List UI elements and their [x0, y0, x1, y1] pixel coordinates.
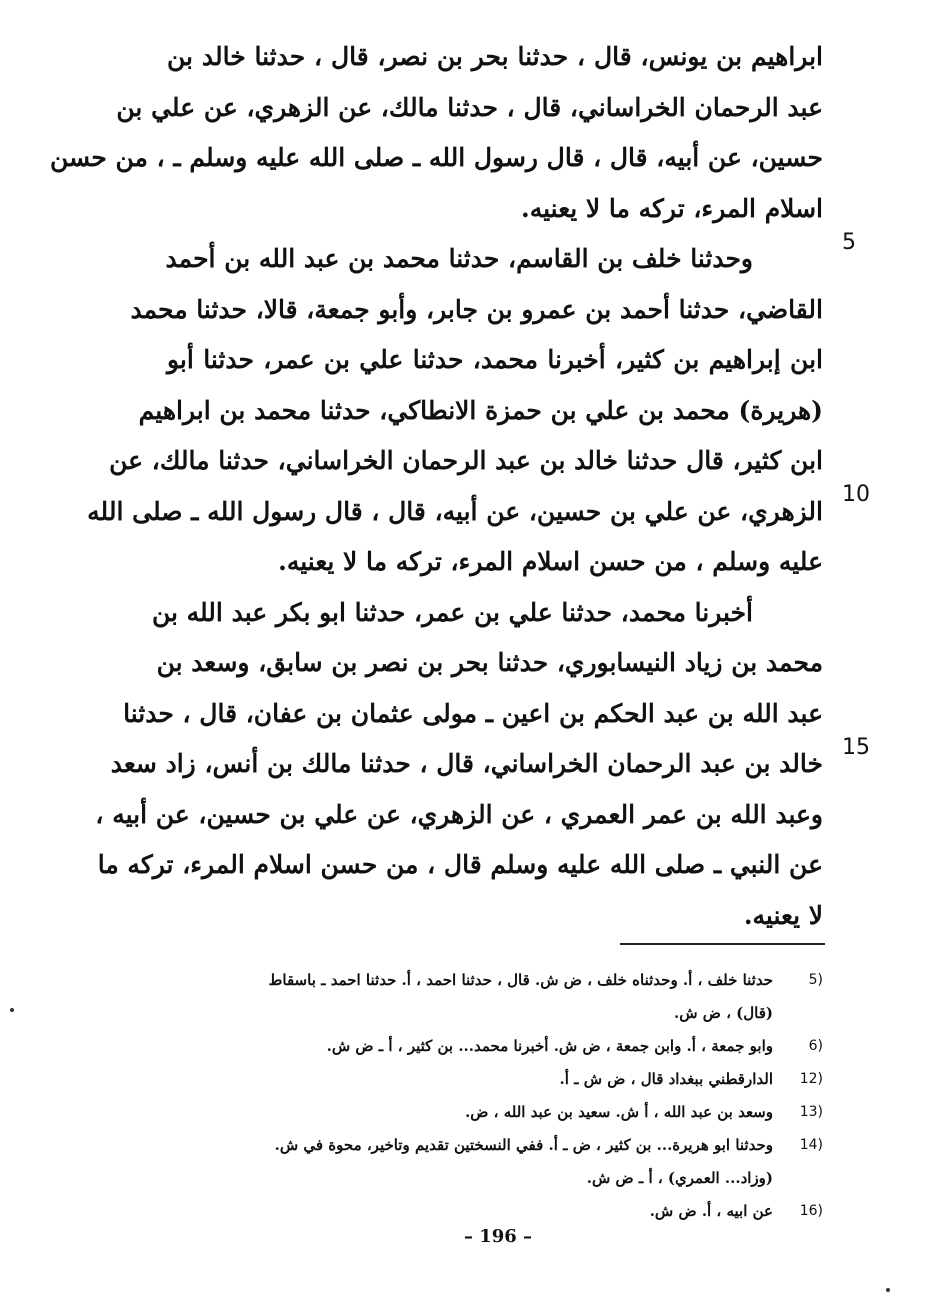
footnote-divider: [620, 943, 825, 945]
text-line: وعبد الله بن عمر العمري ، عن الزهري، عن علي بن حسين، عن أبيه ،: [95, 799, 823, 829]
footnote-text: (قال) ، ض ش.: [673, 1004, 773, 1022]
footnote-text: وسعد بن عبد الله ، أ ش. سعيد بن عبد الله ، ض.: [465, 1103, 773, 1121]
footnote: [163, 1195, 823, 1228]
footnote-text: عن ابيه ، أ. ض ش.: [649, 1202, 773, 1220]
footnote-text: حدثنا خلف ، أ. وحدثناه خلف ، ض ش. قال ، حدثنا احمد ، أ. حدثنا احمد ـ باسقاط: [268, 971, 773, 989]
footnote: [163, 1063, 823, 1096]
footnote-number: 5): [808, 972, 823, 988]
footnote: [163, 964, 823, 1030]
text-line: عليه وسلم ، من حسن اسلام المرء، تركه ما لا يعنيه.: [278, 547, 823, 576]
footnote-text: (وزاد... العمري) ، أ ـ ض ش.: [586, 1169, 773, 1187]
text-line: (هريرة) محمد بن علي بن حمزة الانطاكي، حدثنا محمد بن ابراهيم: [138, 395, 823, 425]
footnote: [163, 1030, 823, 1063]
scan-speck: [10, 1008, 14, 1012]
footnote-number: 16): [799, 1203, 823, 1219]
footnote-text: وابو جمعة ، أ. وابن جمعة ، ض ش. أخبرنا محمد... بن كثير ، أ ـ ض ش.: [326, 1037, 773, 1055]
footnote-text: وحدثنا ابو هريرة... بن كثير ، ض ـ أ. ففي النسختين تقديم وتاخير، محوة في ش.: [274, 1136, 773, 1154]
text-line: لا يعنيه.: [743, 900, 823, 930]
footnote: [163, 1096, 823, 1129]
line-number-15: 15: [842, 735, 870, 760]
text-line: القاضي، حدثنا أحمد بن عمرو بن جابر، وأبو جمعة، قالا، حدثنا محمد: [130, 294, 823, 324]
footnote: [163, 1129, 823, 1195]
scan-speck: [886, 1288, 890, 1292]
text-line: عبد الرحمان الخراساني، قال ، حدثنا مالك، عن الزهري، عن علي بن: [116, 92, 823, 122]
main-text: [50, 32, 823, 941]
text-line: الزهري، عن علي بن حسين، عن أبيه، قال ، قال رسول الله ـ صلى الله: [87, 496, 823, 526]
text-line: خالد بن عبد الرحمان الخراساني، قال ، حدثنا مالك بن أنس، زاد سعد: [110, 749, 823, 778]
footnote-number: 13): [799, 1104, 823, 1120]
text-line: اسلام المرء، تركه ما لا يعنيه.: [521, 193, 823, 223]
footnote-number: 6): [808, 1038, 823, 1054]
line-number-10: 10: [842, 482, 870, 507]
footnotes: [163, 964, 823, 1228]
text-line: عن النبي ـ صلى الله عليه وسلم قال ، من حسن اسلام المرء، تركه ما: [97, 850, 823, 879]
text-line: عبد الله بن عبد الحكم بن اعين ـ مولى عثمان بن عفان، قال ، حدثنا: [123, 698, 823, 728]
text-line: ابن إبراهيم بن كثير، أخبرنا محمد، حدثنا علي بن عمر، حدثنا أبو: [167, 345, 823, 374]
footnote-number: 14): [799, 1137, 823, 1153]
text-line: ابن كثير، قال حدثنا خالد بن عبد الرحمان الخراساني، حدثنا مالك، عن: [109, 446, 823, 475]
text-line: محمد بن زياد النيسابوري، حدثنا بحر بن نصر بن سابق، وسعد بن: [156, 648, 823, 677]
page-number: – 196 –: [463, 1226, 533, 1247]
text-line: وحدثنا خلف بن القاسم، حدثنا محمد بن عبد الله بن أحمد: [165, 244, 753, 273]
text-line: حسين، عن أبيه، قال ، قال رسول الله ـ صلى الله عليه وسلم ـ ، من حسن: [50, 143, 823, 172]
text-line: ابراهيم بن يونس، قال ، حدثنا بحر بن نصر، قال ، حدثنا خالد بن: [167, 42, 823, 71]
footnote-text: الدارقطني ببغداد قال ، ض ش ـ أ.: [559, 1070, 773, 1088]
footnote-number: 12): [799, 1071, 823, 1087]
line-number-5: 5: [842, 230, 856, 255]
text-line: أخبرنا محمد، حدثنا علي بن عمر، حدثنا ابو بكر عبد الله بن: [151, 597, 753, 627]
